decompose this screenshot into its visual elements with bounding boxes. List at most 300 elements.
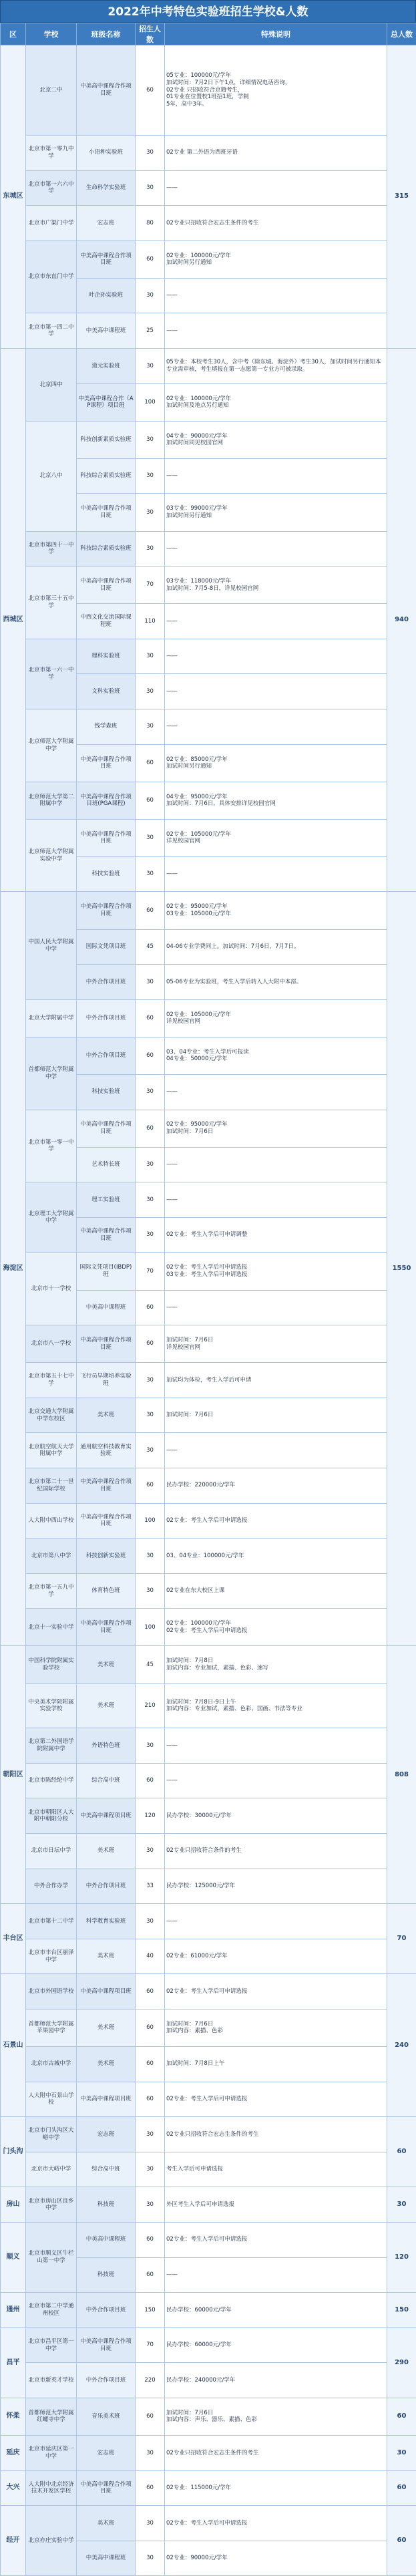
region-cell: 延庆 [1,2436,26,2471]
class-name-cell: 美术班 [77,2009,136,2046]
school-cell: 北京航空航天大学附属中学 [26,1433,77,1468]
school-cell: 北京市第一六一中学 [26,639,77,709]
region-cell: 大兴 [1,2470,26,2506]
notes-cell: 民办学校：240000元/学年 [165,2363,387,2398]
table-row [1,1398,416,1433]
enrollment-count-cell: 100 [136,383,165,421]
class-name-cell: 中美高中课程合作项目班 [77,819,136,856]
table-row [1,1325,416,1363]
enrollment-count-cell: 45 [136,1646,165,1683]
notes-cell: 02专业：61000元/学年 [165,1939,387,1974]
notes-cell: —— [165,1763,387,1798]
school-cell: 北京市第一四二中学 [26,313,77,349]
school-cell: 北京市丰台区丽泽中学 [26,1939,77,1974]
school-cell: 中国科学院附属实验学校 [26,1646,77,1683]
table-row [1,1869,416,1904]
enrollment-count-cell: 30 [136,1433,165,1468]
class-name-cell: 中美高中课程合作项目班 [77,1217,136,1253]
enrollment-count-cell: 30 [136,2152,165,2187]
notes-cell: —— [165,674,387,709]
enrollment-count-cell: 210 [136,1683,165,1728]
class-name-cell: 科技实验班 [77,856,136,892]
region-cell: 顺义 [1,2222,26,2292]
school-cell: 北京市第一零一中学 [26,1110,77,1182]
class-name-cell: 理科实验班 [77,639,136,674]
table-row [1,1833,416,1869]
header-notes: 特殊说明 [165,23,387,45]
enrollment-count-cell: 30 [136,1182,165,1218]
region-total-cell: 315 [387,45,416,349]
school-cell: 北京十一实验中学 [26,1609,77,1646]
notes-cell: —— [165,1290,387,1325]
school-cell: 北京市第二中学通州校区 [26,2293,77,2328]
table-row [1,709,416,745]
class-name-cell: 宏志班 [77,2436,136,2471]
notes-cell: 02专业：95000元/学年 加试时间：7月6日 [165,1110,387,1147]
class-name-cell: 中美高中课程合作项目班 [77,45,136,136]
class-name-cell: 科技创新素质实验班 [77,421,136,458]
class-name-cell: 国际文凭项目班 [77,929,136,965]
school-cell: 北京市十一学校 [26,1253,77,1325]
notes-cell: —— [165,639,387,674]
enrollment-count-cell: 100 [136,1503,165,1539]
notes-cell: 加试时间：7月8日上午 [165,2047,387,2082]
table-row [1,240,416,278]
enrollment-count-cell: 110 [136,604,165,639]
table-row [1,1539,416,1574]
school-cell: 北京市古城中学 [26,2047,77,2082]
class-name-cell: 中美高中课程班 [77,2222,136,2257]
school-cell: 北京亦庄实验中学 [26,2506,77,2576]
notes-cell: 考生入学后可申请选报 [165,2152,387,2187]
enrollment-count-cell: 150 [136,2293,165,2328]
table-row [1,1974,416,2009]
header-row [1,23,416,45]
class-name-cell: 文科实验班 [77,674,136,709]
class-name-cell: 美术班 [77,1398,136,1433]
school-cell: 北京市顺义区牛栏山第一中学 [26,2222,77,2292]
enrollment-count-cell: 60 [136,2047,165,2082]
enrollment-count-cell: 70 [136,567,165,604]
class-name-cell: 中美高中课程班 [77,2541,136,2576]
class-name-cell: 科技综合素质实验班 [77,531,136,567]
school-cell: 北京师范大学第二附属中学 [26,782,77,819]
region-total-cell: 1550 [387,892,416,1646]
class-name-cell: 中美高中课程合作项目班 [77,892,136,929]
enrollment-count-cell: 60 [136,1110,165,1147]
school-cell: 北京市第一五九中学 [26,1573,77,1609]
school-cell: 北京市八一学校 [26,1325,77,1363]
region-cell: 通州 [1,2293,26,2328]
class-name-cell: 飞行员早期培养实验班 [77,1363,136,1398]
school-cell: 北京市第十二中学 [26,1904,77,1939]
enrollment-count-cell: 25 [136,313,165,349]
school-cell: 中国人民大学附属中学 [26,892,77,999]
enrollment-count-cell: 60 [136,892,165,929]
class-name-cell: 音乐美术班 [77,2398,136,2435]
notes-cell: 加试时间：7月6日 加试内容：声乐、器乐、素描、色彩 [165,2398,387,2435]
notes-cell: —— [165,278,387,313]
class-name-cell: 国际文凭项目(IBDP)班 [77,1253,136,1290]
enrollment-count-cell: 30 [136,1728,165,1764]
class-name-cell: 科技综合素质实验班 [77,458,136,494]
notes-cell: 外区考生入学后可申请选报 [165,2187,387,2223]
header-class-name: 班级名称 [77,23,136,45]
enrollment-count-cell: 120 [136,1798,165,1834]
notes-cell: 加试均为体检，考生入学后可申请 [165,1363,387,1398]
notes-cell: 02专业只招收符合宏志生条件的考生 [165,2436,387,2471]
table-row [1,2398,416,2435]
notes-cell: 03、04专业：考生入学后可报读 04专业：50000元/学年 [165,1037,387,1074]
enrollment-count-cell: 45 [136,929,165,965]
notes-cell: 04专业：95000元/学年 加试时间：7月6日，具体安排详见校园官网 [165,782,387,819]
class-name-cell: 科技班 [77,2187,136,2223]
table-row [1,349,416,384]
school-cell: 北京八中 [26,421,77,531]
class-name-cell: 宏志班 [77,206,136,241]
enrollment-count-cell: 60 [136,2470,165,2506]
school-cell: 首都师范大学附属苹果园中学 [26,2009,77,2046]
class-name-cell: 中美高中课程合作项目班 [77,2327,136,2363]
notes-cell: —— [165,604,387,639]
class-name-cell: 美术班 [77,1683,136,1728]
class-name-cell: 中外合作项目班 [77,1037,136,1074]
enrollment-count-cell: 30 [136,531,165,567]
enrollment-count-cell: 100 [136,1609,165,1646]
class-name-cell: 中美高中课程合作项目班(PGA课程) [77,782,136,819]
header-total: 总人数 [387,23,416,45]
region-total-cell: 60 [387,2117,416,2187]
class-name-cell: 中美高中课程合作项目班 [77,494,136,531]
enrollment-count-cell: 60 [136,2009,165,2046]
notes-cell: 02专业：95000元/学年 03专业：105000元/学年 [165,892,387,929]
notes-cell: 加试时间：7月6日 [165,1398,387,1433]
class-name-cell: 科学教育实验班 [77,1904,136,1939]
class-name-cell: 中西文化交流国际课程班 [77,604,136,639]
notes-cell: —— [165,1182,387,1218]
enrollment-count-cell: 30 [136,1217,165,1253]
notes-cell: —— [165,458,387,494]
enrollment-count-cell: 60 [136,2398,165,2435]
class-name-cell: 中美高中课程合作项目班 [77,1503,136,1539]
school-cell: 北京市第三十五中学 [26,567,77,639]
enrollment-count-cell: 220 [136,2363,165,2398]
table-row [1,2117,416,2152]
school-cell: 北京市房山区良乡中学 [26,2187,77,2223]
table-body [1,45,416,2576]
class-name-cell: 科技创新实验班 [77,1539,136,1574]
enrollment-count-cell: 60 [136,744,165,782]
notes-cell: 05-06专业为实验班，考生入学后转入人大附中本部。 [165,965,387,1000]
enrollment-count-cell: 30 [136,1539,165,1574]
notes-cell: 02专业：考生入学后可申请选报 [165,1974,387,2009]
class-name-cell: 中美高中课程项目班 [77,1798,136,1834]
enrollment-count-cell: 30 [136,1398,165,1433]
notes-cell: 05专业：本校考生30人，含中考（除东城、海淀外）考生30人，加试时间另行通知本专业需审核，考生填报在第一志愿第一专业方可被录取。 [165,349,387,384]
class-name-cell: 中美高中课程合作（AP课程）项目班 [77,383,136,421]
notes-cell: —— [165,531,387,567]
class-name-cell: 中美高中课程合作项目班 [77,1110,136,1147]
notes-cell: 02专业：100000元/学年 02专业：考生入学后可申请选报 [165,1609,387,1646]
enrollment-count-cell: 30 [136,494,165,531]
enrollment-count-cell: 33 [136,1869,165,1904]
class-name-cell: 美术班 [77,2047,136,2082]
enrollment-count-cell: 60 [136,2222,165,2257]
enrollment-count-cell: 60 [136,240,165,278]
table-row [1,313,416,349]
class-name-cell: 综合高中班 [77,2152,136,2187]
notes-cell: —— [165,2257,387,2293]
notes-cell: 02专业在东大校区上课 [165,1573,387,1609]
region-cell: 房山 [1,2187,26,2223]
class-name-cell: 综合高中班 [77,1763,136,1798]
table-row [1,567,416,604]
enrollment-count-cell: 30 [136,2506,165,2541]
enrollment-count-cell: 60 [136,782,165,819]
table-row [1,1728,416,1764]
table-row [1,1182,416,1218]
school-cell: 首都师范大学附属红螺寺中学 [26,2398,77,2435]
school-cell: 北京市广渠门中学 [26,206,77,241]
enrollment-count-cell: 30 [136,1833,165,1869]
table-row [1,2047,416,2082]
enrollment-count-cell: 30 [136,674,165,709]
class-name-cell: 中外合作项目班 [77,999,136,1037]
table-row [1,999,416,1037]
school-cell: 中央美术学院附属实验学校 [26,1683,77,1728]
notes-cell: 02专业：100000元/学年 加试时间另行通知 [165,240,387,278]
notes-cell: —— [165,1904,387,1939]
table-row [1,1503,416,1539]
school-cell: 北京市第一零九中学 [26,136,77,171]
school-cell: 北京师范大学附属中学 [26,709,77,782]
class-name-cell: 中美高中课程项目班 [77,2082,136,2117]
enrollment-count-cell: 30 [136,2436,165,2471]
region-cell: 怀柔 [1,2398,26,2435]
school-cell: 北京大学附属中学 [26,999,77,1037]
table-row [1,1646,416,1683]
notes-cell: 民办学校：60000元/学年 [165,2327,387,2363]
region-total-cell: 940 [387,349,416,892]
notes-cell: 02专业只招收符合宏志生条件的考生 [165,2117,387,2152]
notes-cell: —— [165,1074,387,1110]
class-name-cell: 小语种实验班 [77,136,136,171]
class-name-cell: 美术班 [77,1646,136,1683]
notes-cell: 02专业只招收符合条件的考生 [165,1833,387,1869]
page-title: 2022年中考特色实验班招生学校&人数 [0,0,416,23]
enrollment-count-cell: 60 [136,1290,165,1325]
table-row [1,1253,416,1290]
enrollment-count-cell: 60 [136,1763,165,1798]
class-name-cell: 中美高中课程合作项目班 [77,1325,136,1363]
class-name-cell: 体育特色班 [77,1573,136,1609]
class-name-cell: 美术班 [77,1833,136,1869]
school-cell: 北京市新英才学校 [26,2363,77,2398]
notes-cell: 03专业：99000元/学年 加试时间另行通知 [165,494,387,531]
table-row [1,1763,416,1798]
enrollment-table [0,23,416,2576]
school-cell: 北京市第二十一世纪国际学校 [26,1468,77,1503]
table-row [1,1110,416,1147]
class-name-cell: 中美高中课程合作项目班 [77,744,136,782]
notes-cell: 04专业：90000元/学年 加试时间同见校园官网 [165,421,387,458]
table-row [1,892,416,929]
table-row [1,819,416,856]
region-cell: 昌平 [1,2327,26,2398]
school-cell: 北京市陈经纶中学 [26,1763,77,1798]
notes-cell: 02专业 第二外语为西班牙语 [165,136,387,171]
notes-cell: —— [165,1147,387,1182]
region-cell: 海淀区 [1,892,26,1646]
enrollment-count-cell: 40 [136,1939,165,1974]
table-row [1,2363,416,2398]
enrollment-count-cell: 30 [136,458,165,494]
notes-cell: 民办学校：60000元/学年 [165,2293,387,2328]
school-cell: 人大附中北京经济技术开发区学校 [26,2470,77,2506]
notes-cell: —— [165,856,387,892]
notes-cell: 加试时间：7月6日 详见校园官网 [165,1325,387,1363]
school-cell: 北京理工大学附属中学 [26,1182,77,1253]
enrollment-count-cell: 70 [136,1253,165,1290]
table-row [1,206,416,241]
enrollment-count-cell: 70 [136,2327,165,2363]
class-name-cell: 中外合作项目班 [77,965,136,1000]
enrollment-count-cell: 60 [136,1974,165,2009]
notes-cell: 05专业：100000元/学年 加试时间：7月2日下午1点，详细情况电话咨询， 02专业 只招收符合京籍考生， 01专业在位置校1班招1班，学制 5年，高中3年。 [165,45,387,136]
region-total-cell: 808 [387,1646,416,1904]
notes-cell: 02专业：考生入学后可申请选报 [165,1503,387,1539]
class-name-cell: 美术班 [77,1939,136,1974]
notes-cell: —— [165,1433,387,1468]
notes-cell: 02专业：考生入学后可申请选报 03专业：考生入学后可申请选报 [165,1253,387,1290]
table-row [1,2009,416,2046]
notes-cell: 民办学校：220000元/学年 [165,1468,387,1503]
notes-cell: 民办学校：30000元/学年 [165,1798,387,1834]
enrollment-count-cell: 60 [136,2082,165,2117]
region-cell: 石景山 [1,1974,26,2117]
school-cell: 北京市第五十七中学 [26,1363,77,1398]
enrollment-count-cell: 30 [136,709,165,745]
enrollment-count-cell: 30 [136,1904,165,1939]
enrollment-count-cell: 30 [136,1363,165,1398]
class-name-cell: 钱学森班 [77,709,136,745]
school-cell: 人大附中西山学校 [26,1503,77,1539]
table-row [1,2470,416,2506]
school-cell: 北京师范大学附属实验中学 [26,819,77,892]
notes-cell: 02专业：90000元/学年 [165,2541,387,2576]
class-name-cell: 中外合作项目班 [77,1869,136,1904]
table-row [1,1904,416,1939]
class-name-cell: 中美高中课程合作项目班 [77,1468,136,1503]
enrollment-count-cell: 30 [136,2541,165,2576]
class-name-cell: 科技实验班 [77,1074,136,1110]
school-cell: 北京市第一六六中学 [26,170,77,206]
school-cell: 人大附中石景山学校 [26,2082,77,2117]
class-name-cell: 艺术特长班 [77,1147,136,1182]
notes-cell: 02专业：115000元/学年 [165,2470,387,2506]
class-name-cell: 中外合作项目班 [77,2363,136,2398]
table-row [1,45,416,136]
table-row [1,1433,416,1468]
enrollment-count-cell: 30 [136,2187,165,2223]
region-total-cell: 30 [387,2436,416,2471]
region-total-cell: 60 [387,2506,416,2576]
table-row [1,1468,416,1503]
table-row [1,170,416,206]
table-row [1,1573,416,1609]
table-row [1,2436,416,2471]
enrollment-count-cell: 60 [136,1325,165,1363]
table-row [1,1798,416,1834]
notes-cell: 02专业：85000元/学年 加试时间另行通知 [165,744,387,782]
table-row [1,2222,416,2257]
school-cell: 北京市日坛中学 [26,1833,77,1869]
table-row [1,1363,416,1398]
school-cell: 北京市延庆区第一中学 [26,2436,77,2471]
notes-cell: —— [165,170,387,206]
school-cell: 北京市昌平区第一中学 [26,2327,77,2363]
region-total-cell: 290 [387,2327,416,2398]
class-name-cell: 生命科学实验班 [77,170,136,206]
class-name-cell: 中美高中课程合作项目班 [77,240,136,278]
table-row [1,1037,416,1074]
enrollment-count-cell: 30 [136,1074,165,1110]
region-cell: 丰台区 [1,1904,26,1974]
enrollment-count-cell: 30 [136,349,165,384]
enrollment-count-cell: 30 [136,1573,165,1609]
notes-cell: 02专业：考生入学后可申请选报 [165,2506,387,2541]
enrollment-count-cell: 60 [136,2257,165,2293]
class-name-cell: 美术班 [77,2506,136,2541]
region-cell: 门头沟 [1,2117,26,2187]
class-name-cell: 中美高中课程项目班 [77,1974,136,2009]
region-cell: 西城区 [1,349,26,892]
enrollment-count-cell: 30 [136,2117,165,2152]
region-total-cell: 120 [387,2222,416,2292]
school-cell: 北京市门头沟区大峪中学 [26,2117,77,2152]
table-row [1,2327,416,2363]
enrollment-count-cell: 60 [136,1468,165,1503]
table-row [1,2506,416,2541]
table-row [1,1939,416,1974]
class-name-cell: 宏志班 [77,2117,136,2152]
class-name-cell: 中美高中课程合作项目班 [77,1609,136,1646]
class-name-cell: 中美高中课程合作项目班 [77,567,136,604]
table-row [1,2082,416,2117]
notes-cell: 02专业：考生入学后可申请选报 [165,2222,387,2257]
school-cell: 北京市东直门中学 [26,240,77,313]
enrollment-count-cell: 30 [136,1147,165,1182]
enrollment-count-cell: 30 [136,278,165,313]
table-row [1,531,416,567]
class-name-cell: 中外合作项目班 [77,2293,136,2328]
school-cell: 北京四中 [26,349,77,422]
class-name-cell: 科技班 [77,2257,136,2293]
school-cell: 首都师范大学附属中学 [26,1037,77,1110]
notes-cell: —— [165,709,387,745]
class-name-cell: 道元实验班 [77,349,136,384]
region-cell: 东城区 [1,45,26,349]
school-cell: 北京市朝阳区人大附中朝阳分校 [26,1798,77,1834]
table-row [1,136,416,171]
class-name-cell: 通用航空科技教育实验班 [77,1433,136,1468]
enrollment-count-cell: 60 [136,999,165,1037]
notes-cell: 加试时间：7月6日 加试内容：素描、色彩 [165,2009,387,2046]
notes-cell: 02专业：105000元/学年 详见校园官网 [165,819,387,856]
table-row [1,1683,416,1728]
notes-cell: 加试时间：7月8日-9日上午 加试内容：专业加试，素描、色彩、国画、书法等专业 [165,1683,387,1728]
table-row [1,421,416,458]
